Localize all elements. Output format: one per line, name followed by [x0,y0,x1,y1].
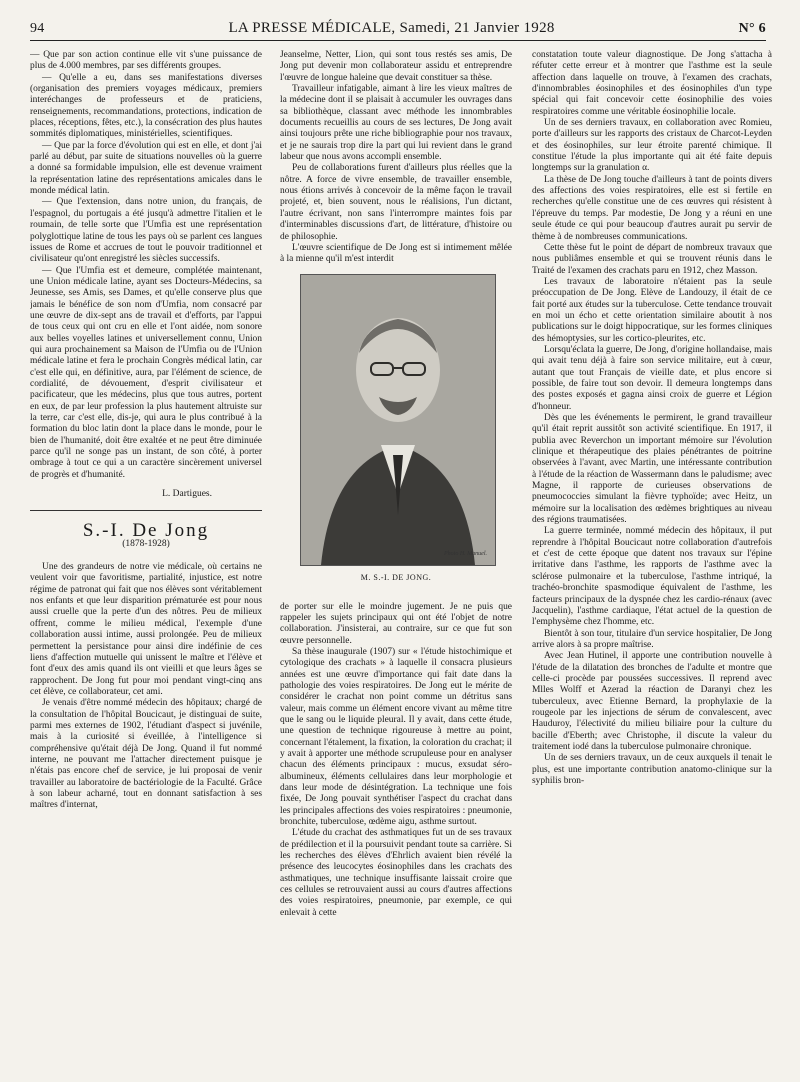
paragraph: Un de ses derniers travaux, un de ceux auxquels il tenait le plus, est une importante contribution anatomo-clinique sur la syphilis bron- [532,753,772,786]
paragraph: Sa thèse inaugurale (1907) sur « l'étude histochimique et cytologique des crachats » à laquelle il consacra plusieurs années est une œuvre d'importance qui fait date dans la pathologie des voies respiratoires. De Jong eut le mérite de considérer le crachat non point comme un détritus sans valeur, mais comme un élément encore vivant au même titre que le sang ou le liquide pleural. Il y avait, dans cette étude, une question de technique rigoureuse à mettre au point, concernant l'étalement, la fixation, la coloration du crachat; il y avait à apporter une méthode scrupuleuse pour en analyser chacun des éléments principaux : mucus, exsudat séro-albumineux, éléments cellulaires dans leur morphologie et dans leur mode de désintégration. La technique une fois fixée, De Jong pouvait synthétiser l'aspect du crachat dans les principales affections des voies respiratoires : pneumonie, bronchite, tuberculose, œdème aigu, asthme surtout. [280,646,512,828]
paragraph: — Que l'Umfia est et demeure, complétée maintenant, une Union médicale latine, ayant ses Docteurs-Médecins, sa Jeunesse, ses Amis, ses Dames, et qu'elle conserve plus que jamais le bénéfice de son nom d'Umfia, nom consacré par une œuvre de dix-sept ans de travail et d'efforts, par l'appui de tous ceux qui ont cru en elle et l'ont aidée, nom sonore aux belles voyelles latines et universellement connu, Union qui aura prochainement sa Maison de l'Umfia ou de l'Union médicale latine et fera le prochain Congrès médical latin, car c'est elle qui, en définitive, aura, par l'élément de science, de cordialité, de dévouement, d'esprit civilisateur et pacificateur, que les médecins, plus que tous autres, portent en eux, de par leur profession la plus hautement altruiste sur la terre, car c'est elle, dis-je, qui aura le plus contribué à la formation du bloc latin dont la place dans le monde, pour le bien de l'humanité, doit être exaltée et ne peut être diminuée parce qu'il ne songe pas un instant, de son côté, à porter ombrage à tout ce qui a un caractère sincèrement universel de progrès et d'humanité. [30,265,262,480]
paragraph: Les travaux de laboratoire n'étaient pas la seule préoccupation de De Jong. Elève de Landouzy, il était de ce fait porté aux études sur la tuberculose. Cette tendance trouvait en moi un écho et cette orientation similaire aboutit à nos publications sur le doigt hippocratique, sur les formes cliniques des hémoptysies, sur les cortico-pleurites, etc. [532,276,772,344]
paragraph: Je venais d'être nommé médecin des hôpitaux; chargé de la consultation de l'hôpital Boucicaut, je distinguai de suite, parmi mes externes de 1902, l'étudiant d'aspect si juvénile, mais à la curiosité si éveillée, à l'intelligence si compréhensive qu'était déjà De Jong. Quand il fut nommé interne, ne pouvant me l'attacher directement puisque je n'étais pas encore chef de service, je lui proposai de venir travailler au laboratoire de bactériologie de la Faculté. Grâce à son labeur acharné, tout en donnant satisfaction à ses maîtres d'internat, [30,698,262,811]
column-1 [30,50,262,1074]
header-rule [30,40,766,41]
paragraph: Bientôt à son tour, titulaire d'un service hospitalier, De Jong arrive alors à sa propre maîtrise. [532,628,772,650]
portrait-figure [280,274,512,596]
page-header [30,20,766,40]
paragraph: Avec Jean Hutinel, il apporte une contribution nouvelle à l'étude de la dilatation des bronches de l'adulte et montre que celle-ci procède par poussées successives. Il reprend avec Mlles Wolff et Azerad la réaction de Daranyi chez les tuberculeux, avec Etienne Bernard, la prophylaxie de la rougeole par les injections de sérum de convalescent, avec Hauduroy, l'électivité du milieu biliaire pour la culture du bacille d'Eberth; avec Christophe, il discute la valeur du traitement iodé dans la tuberculose pulmonaire chronique. [532,651,772,752]
column-2 [280,50,512,1074]
paragraph: L'étude du crachat des asthmatiques fut un de ses travaux de prédilection et il la poursuivit pendant toute sa carrière. Si les recherches des élèves d'Ehrlich avaient bien révélé la présence des leucocytes éosinophiles dans les crachats des asthmatiques, une technique insuffisante laissait croire que ces cellules se retrouvaient aussi au cours d'autres affections des voies respiratoires, pneumonie, par exemple, ce qui enlevait à cette [280,828,512,918]
paragraph: — Qu'elle a eu, dans ses manifestations diverses (organisation des premiers voyages médicaux, premiers interéchanges de professeurs et de praticiens, renseignements, recommandations, protections, indication de places, réceptions, fêtes, etc.), la consécration des plus hautes sommités diplomatiques, ministérielles, scientifiques. [30,72,262,140]
paragraph: constatation toute valeur diagnostique. De Jong s'attacha à réfuter cette erreur et à montrer que l'asthme est la seule affection dans laquelle on trouve, à l'examen des crachats, d'innombrables éosinophiles et des éosinophiles d'un type spécial qui fait concevoir cette éosinophilie des voies respiratoires comme une véritable éosinophilie locale. [532,50,772,117]
page-number: 94 [30,21,45,36]
paragraph: Une des grandeurs de notre vie médicale, où certains ne veulent voir que favoritisme, partialité, injustice, est notre régime de patronat qui fait que nos élèves sont véritablement nos enfants et que leur disparition prématurée est pour nous aussi cruelle que la perte d'un des nôtres. Peu de milieux offrent, comme le milieu médical, l'exemple d'une collaboration aussi intime, aussi prolongée. Peu de milieux permettent la persistance pour ainsi dire indéfinie de ces liens d'affection mutuelle qui unissent le maître et l'élève et font d'eux des amis quand ils ont vieilli et que leurs âges se rapprochent. De Jong fut pour moi pendant vingt-cinq ans cet élève, ce collaborateur, cet ami. [30,562,262,697]
photo-credit: Photo H. Manuel. [444,551,487,558]
article-dates: (1878-1928) [122,538,170,549]
paragraph: de porter sur elle le moindre jugement. Je ne puis que rappeler les sujets principaux qui ont été l'objet de notre collaboration. J'insisterai, au contraire, sur ce que fut son œuvre personnelle. [280,601,512,646]
paragraph: Dès que les événements le permirent, le grand travailleur qu'il était reprit aussitôt son activité scientifique. En 1917, il publia avec Reverchon un important mémoire sur l'évolution clinique et thérapeutique des plaies pénétrantes de poitrine observées à l'avant, avec Martin, une intéressante contribution à l'étude de la réaction de Wassermann dans le paludisme; avec Magne, il rapporte de curieuses observations de pneumococcies simulant la fièvre typhoïde; avec Heitz, un mémoire sur la localisation des œdèmes brightiques au niveau des régions traumatisées. [532,413,772,526]
paragraph: La thèse de De Jong touche d'ailleurs à tant de points divers des affections des voies respiratoires, elle est si fertile en recherches qu'elle constitue une de ces œuvres qui résistent à l'épreuve du temps. Par modestie, De Jong y a réuni en une seule étude ce qui pour beaucoup d'autres aurait pu servir de thème à de nombreuses communications. [532,174,772,242]
paragraph: Lorsqu'éclata la guerre, De Jong, d'origine hollandaise, mais qui avait tenu déjà à faire son service militaire, eut à cœur, autant que tout Français de vieille date, et plus encore si possible, de faire tout son devoir. Il demeura longtemps dans des postes exposés et gagna ainsi croix de guerre et Légion d'honneur. [532,344,772,412]
paragraph: — Que par la force d'évolution qui est en elle, et dont j'ai parlé au début, par suite de situations nouvelles où la guerre a donné sa formidable impulsion, elle est devenue vraiment la représentation latine des représentations amicales dans le monde médical latin. [30,140,262,197]
paragraph: L'œuvre scientifique de De Jong est si intimement mêlée à la mienne qu'il m'est interdit [280,242,512,265]
column-3 [532,50,772,1074]
photo-caption: M. S.-I. DE JONG. [360,572,432,582]
paragraph: — Que par son action continue elle vit s'une puissance de plus de 4.000 membres, par ses différents groupes. [30,50,262,72]
paragraph: — Que l'extension, dans notre union, du français, de l'espagnol, du portugais a été jusqu'à admettre l'italien et le roumain, de telle sorte que l'Umfia est une représentation polyglottique latine de tous les pays où se parlent ces langues issues de Rome et accrues de tout le pouvoir traditionnel et civilisateur qu'ont enregistré les siècles successifs. [30,197,262,265]
paragraph: Jeanselme, Netter, Lion, qui sont tous restés ses amis, De Jong put devenir mon collaborateur assidu et entreprendre l'œuvre de longue haleine que devait constituer sa thèse. [280,50,512,83]
author-signature: L. Dartigues. [162,489,212,500]
article-title: S.-I. De Jong [82,520,210,542]
paragraph: La guerre terminée, nommé médecin des hôpitaux, il put reprendre à l'hôpital Boucicaut notre collaboration d'autrefois et c'est de cette époque que datent nos travaux sur l'épine irritative dans l'asthme, les rapports de l'asthme avec la sclérose pulmonaire et la tuberculose, l'asthme intriqué, la trachéo-bronchite spasmodique équivalent de l'asthme, les facteurs principaux de la dyspnée chez les cardio-rénaux (avec Jacquelin), l'asthme cardiaque, l'état actuel de la question de l'emphysème chez l'homme, etc. [532,526,772,628]
paragraph: Cette thèse fut le point de départ de nombreux travaux que nous publiâmes ensemble et qui se trouvent réunis dans le Traité de l'examen des crachats paru en 1912, chez Masson. [532,242,772,276]
portrait-photo [300,274,496,566]
paragraph: Un de ses derniers travaux, en collaboration avec Romieu, porte d'ailleurs sur les rapports des cristaux de Charcot-Leyden et des éosinophiles, sur leur étroite parenté chimique. Il constitue l'étude la plus importante qui ait été faite depuis longtemps sur la granulation α. [532,118,772,174]
paragraph: Peu de collaborations furent d'ailleurs plus réelles que la nôtre. A force de vivre ensemble, de travailler ensemble, nous étions arrivés à concevoir de la même façon le travail projeté, et, bien souvent, nous le réalisions, l'un dictant, l'autre écrivant, non sans l'interrompre maintes fois par d'interminables discussions d'art, de littérature, d'histoire ou de philosophie. [280,163,512,242]
issue-number: N° 6 [738,21,766,36]
paragraph: Travailleur infatigable, aimant à lire les vieux maîtres de la médecine dont il se plaisait à accumuler les ouvrages dans sa bibliothèque, classant avec méthode les innombrables documents recueillis au cours de ses lectures, De Jong avait ainsi toujours prête une riche bibliographie pour nos travaux, et je ne saurais trop dire la part qui lui revient dans le grand labeur que nous avons accompli ensemble. [280,84,512,163]
section-divider [30,510,262,511]
journal-title: LA PRESSE MÉDICALE, Samedi, 21 Janvier 1928 [228,20,555,36]
